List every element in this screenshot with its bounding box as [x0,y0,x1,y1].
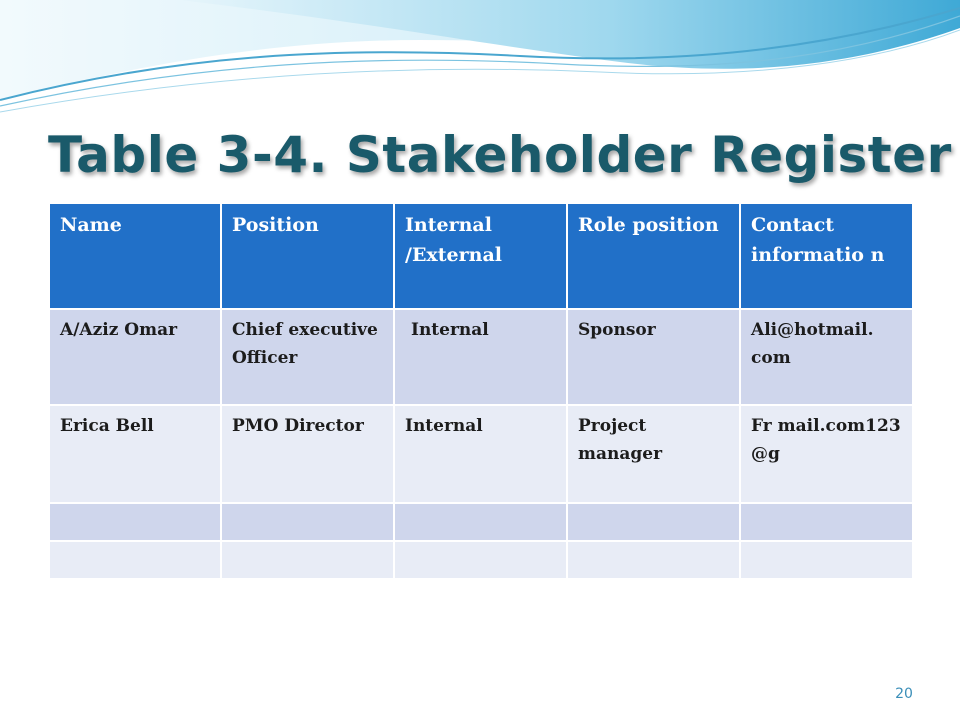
cell-name [49,503,221,541]
cell-role-position: Sponsor [567,309,740,405]
cell-name: Erica Bell [49,405,221,503]
cell-internal-external [394,541,567,579]
slide-title: Table 3-4. Stakeholder Register [48,126,952,184]
table-row [49,309,913,405]
table-row [49,541,913,579]
header-name: Name [49,203,221,309]
cell-contact: Fr mail.com123 @g [740,405,913,503]
cell-role-position [567,541,740,579]
cell-position [221,541,394,579]
cell-name: A/Aziz Omar [49,309,221,405]
header-internal-external: Internal /External [394,203,567,309]
cell-position [221,503,394,541]
cell-contact [740,541,913,579]
table-row [49,405,913,503]
header-role-position: Role position [567,203,740,309]
table-row [49,503,913,541]
header-contact-information: Contact informatio n [740,203,913,309]
header-position: Position [221,203,394,309]
cell-contact: Ali@hotmail. com [740,309,913,405]
cell-name [49,541,221,579]
cell-position: PMO Director [221,405,394,503]
cell-role-position: Project manager [567,405,740,503]
cell-internal-external: Internal [394,405,567,503]
cell-contact [740,503,913,541]
cell-internal-external [394,503,567,541]
cell-internal-external: Internal [394,309,567,405]
cell-role-position [567,503,740,541]
decorative-wave-header [0,0,960,140]
page-number: 20 [895,686,913,702]
cell-position: Chief executive Officer [221,309,394,405]
stakeholder-register-table [48,202,914,580]
table-header-row [49,203,913,309]
